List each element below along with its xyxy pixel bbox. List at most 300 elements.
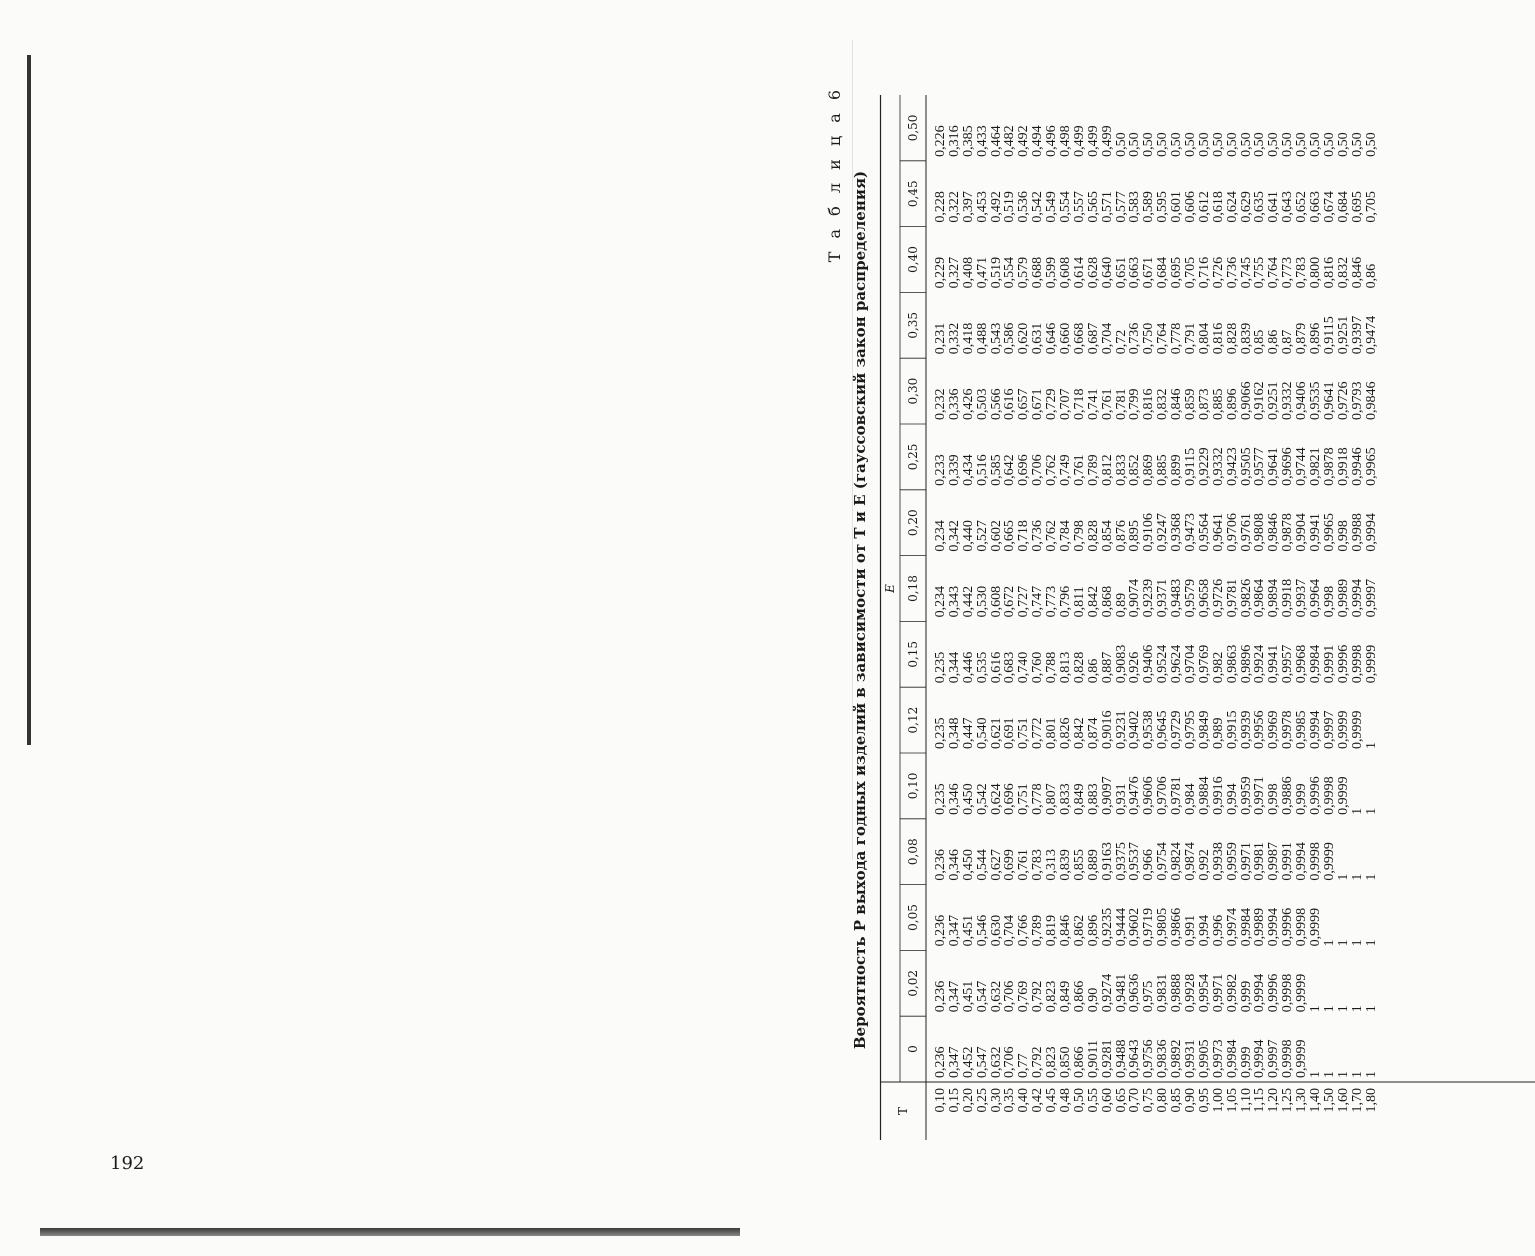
table-cell: 0,9964: [1308, 578, 1324, 618]
table-cell: 0,804: [1196, 322, 1212, 355]
table-cell: 0,813: [1058, 651, 1074, 684]
table-cell: 0,885: [1155, 454, 1171, 486]
table-cell: 1: [1363, 1005, 1379, 1013]
table-cell: 0,9999: [1363, 644, 1379, 684]
table-cell: 0,385: [960, 125, 976, 157]
table-cell: 0,9274: [1099, 973, 1115, 1013]
table-cell: 0,9481: [1113, 973, 1129, 1013]
table-cell: 0,9938: [1210, 842, 1226, 881]
table-cell: 0,696: [1002, 783, 1018, 815]
table-cell: 0,773: [1280, 256, 1296, 289]
table-cell: 0,344: [946, 651, 962, 684]
table-cell: 0,846: [1349, 256, 1365, 289]
table-cell: 0,488: [974, 322, 990, 355]
table-cell: 0,599: [1044, 256, 1060, 289]
table-cell: 0,236: [933, 849, 948, 881]
table-cell: 1: [1363, 939, 1379, 947]
table-cell: 0,849: [1058, 980, 1074, 1013]
table-cell: 0,684: [1155, 256, 1171, 289]
table-cell: 0,589: [1141, 191, 1157, 223]
table-cell: 0,9505: [1238, 447, 1254, 486]
table-cell: 0,9939: [1238, 710, 1254, 749]
table-cell: 0,705: [1183, 256, 1199, 289]
table-cell: 0,896: [1224, 388, 1240, 420]
table-cell: 0,547: [974, 980, 990, 1013]
table-cell: 0,751: [1016, 783, 1032, 815]
header-e-value: 0,12: [906, 706, 920, 734]
table-cell: 0,464: [988, 125, 1004, 157]
table-cell: 0,9994: [1308, 710, 1324, 749]
table-cell: 0,236: [933, 980, 948, 1013]
table-cell: 0,716: [1196, 256, 1212, 289]
table-cell: 0,828: [1085, 520, 1101, 552]
table-cell: 0,9974: [1224, 907, 1240, 947]
table-cell: 0,450: [960, 783, 976, 815]
table-cell: 0,663: [1308, 191, 1324, 223]
value-column: [926, 687, 1535, 753]
table-cell: 0,9397: [1349, 315, 1365, 355]
table-cell: 0,9564: [1196, 513, 1212, 552]
table-cell: 0,9846: [1266, 513, 1282, 552]
table-cell: 0,992: [1196, 849, 1212, 881]
table-cell: 0,9706: [1224, 513, 1240, 552]
table-cell: 0,516: [974, 454, 990, 486]
table-cell: 0,9918: [1335, 447, 1351, 486]
table-cell: 0,801: [1044, 717, 1060, 749]
table-cell: 0,9538: [1141, 710, 1157, 749]
table-cell: 0,9999: [1335, 776, 1351, 815]
table-cell: 0,9706: [1155, 776, 1171, 815]
table-cell: 0,9989: [1252, 907, 1268, 947]
table-cell: 0,799: [1127, 388, 1143, 420]
t-value: 0,15: [946, 1088, 962, 1113]
table-cell: 0,50: [1224, 132, 1240, 157]
table-cell: 0,651: [1113, 256, 1129, 289]
table-cell: 0,760: [1030, 651, 1046, 684]
table-cell: 0,9864: [1252, 578, 1268, 618]
header-e-value: 0,50: [906, 114, 920, 142]
table-cell: 0,9968: [1294, 644, 1310, 684]
table-cell: 0,657: [1016, 388, 1032, 420]
table-cell: 0,343: [946, 585, 962, 618]
table-cell: 0,527: [974, 520, 990, 552]
table-cell: 0,9994: [1349, 578, 1365, 618]
table-cell: 0,347: [946, 1046, 962, 1078]
table-cell: 0,50: [1321, 132, 1337, 157]
t-value: 0,70: [1127, 1088, 1143, 1113]
table-cell: 0,828: [1071, 651, 1087, 684]
table-cell: 0,9928: [1183, 973, 1199, 1013]
table-cell: 0,9988: [1349, 513, 1365, 552]
table-cell: 0,796: [1058, 585, 1074, 618]
table-cell: 0,706: [1002, 980, 1018, 1013]
table-cell: 0,336: [946, 388, 962, 420]
table-cell: 0,50: [1155, 132, 1171, 157]
table-cell: 0,332: [946, 322, 962, 355]
table-cell: 0,9996: [1280, 907, 1296, 947]
t-value: 0,48: [1058, 1088, 1074, 1113]
table-cell: 0,826: [1058, 717, 1074, 749]
table-cell: 0,86: [1266, 329, 1282, 355]
table-cell: 0,9162: [1252, 381, 1268, 420]
table-cell: 0,620: [1016, 322, 1032, 355]
table-cell: 0,9999: [1294, 973, 1310, 1013]
table-cell: 0,9884: [1196, 776, 1212, 815]
table-cell: 0,819: [1044, 914, 1060, 947]
table-cell: 1: [1349, 807, 1365, 815]
table-cell: 0,823: [1044, 1046, 1060, 1078]
table-cell: 0,854: [1099, 520, 1115, 552]
table-cell: 0,9878: [1321, 447, 1337, 486]
table-cell: 0,883: [1085, 783, 1101, 815]
table-cell: 0,741: [1085, 388, 1101, 420]
table-cell: 0,668: [1071, 322, 1087, 355]
table-cell: 0,543: [988, 322, 1004, 355]
table-cell: 0,839: [1238, 322, 1254, 355]
header-e: E: [883, 584, 897, 593]
table-cell: 0,418: [960, 322, 976, 355]
table-cell: 0,718: [1071, 388, 1087, 420]
table-cell: 0,9537: [1127, 842, 1143, 881]
table-cell: 0,641: [1266, 191, 1282, 223]
table-cell: 0,9849: [1196, 710, 1212, 749]
t-value: 0,35: [1002, 1088, 1018, 1113]
table-cell: 0,729: [1044, 388, 1060, 420]
table-cell: 0,999: [1238, 1046, 1254, 1078]
table-cell: 0,9973: [1210, 1039, 1226, 1078]
table-cell: 0,9905: [1196, 1039, 1212, 1078]
table-cell: 0,347: [946, 914, 962, 947]
table-cell: 0,9863: [1224, 644, 1240, 684]
table-cell: 0,519: [1002, 191, 1018, 223]
table-cell: 0,966: [1141, 849, 1157, 881]
table-cell: 0,852: [1127, 454, 1143, 486]
header-e-value: 0,02: [906, 969, 920, 997]
value-column: [926, 95, 1535, 161]
table-cell: 0,346: [946, 783, 962, 815]
t-value: 1,10: [1238, 1088, 1254, 1113]
t-value: 1,25: [1280, 1088, 1296, 1113]
value-column: [926, 424, 1535, 490]
table-cell: 0,624: [988, 783, 1004, 815]
table-cell: 0,750: [1141, 322, 1157, 355]
header-e-value: 0,45: [906, 180, 920, 208]
table-cell: 0,778: [1169, 322, 1185, 355]
table-cell: 0,9998: [1308, 842, 1324, 881]
table-cell: 0,50: [1349, 132, 1365, 157]
table-cell: 0,879: [1294, 322, 1310, 355]
table-cell: 0,632: [988, 1046, 1004, 1078]
table-cell: 0,850: [1058, 1046, 1074, 1078]
table-cell: 0,549: [1044, 191, 1060, 223]
table-cell: 0,9826: [1238, 578, 1254, 618]
table-cell: 0,727: [1016, 585, 1032, 618]
table-cell: 0,885: [1210, 388, 1226, 420]
table-cell: 0,9371: [1155, 578, 1171, 618]
table-cell: 0,232: [933, 388, 948, 420]
table-cell: 0,433: [974, 125, 990, 157]
table-cell: 0,816: [1141, 388, 1157, 420]
table-cell: 0,451: [960, 914, 976, 947]
table-cell: 0,9918: [1280, 578, 1296, 618]
table-cell: 0,554: [1002, 256, 1018, 289]
table-cell: 0,9886: [1280, 776, 1296, 815]
table-cell: 0,316: [946, 125, 962, 157]
value-column: [926, 556, 1535, 622]
header-e-value: 0,35: [906, 311, 920, 339]
table-cell: 0,50: [1113, 132, 1129, 157]
table-cell: 0,9997: [1321, 710, 1337, 749]
t-value: 0,50: [1071, 1088, 1087, 1113]
table-cell: 0,899: [1169, 454, 1185, 486]
table-cell: 0,557: [1071, 191, 1087, 223]
table-cell: 0,9097: [1099, 776, 1115, 815]
table-cell: 0,9965: [1321, 513, 1337, 552]
header-e-value: 0,30: [906, 377, 920, 405]
table-cell: 0,994: [1196, 914, 1212, 947]
table-cell: 0,519: [988, 256, 1004, 289]
table-cell: 0,842: [1071, 717, 1087, 749]
table-cell: 0,434: [960, 454, 976, 486]
t-value: 1,40: [1308, 1088, 1324, 1113]
table-cell: 0,9994: [1363, 513, 1379, 552]
header-e-value: 0,18: [906, 575, 920, 602]
table-cell: 0,9247: [1155, 513, 1171, 552]
table-cell: 0,9761: [1238, 513, 1254, 552]
table-cell: 0,235: [933, 783, 948, 815]
table-cell: 1: [1335, 939, 1351, 947]
table-cell: 0,9011: [1085, 1040, 1101, 1078]
table-cell: 0,789: [1030, 914, 1046, 947]
table-cell: 0,9984: [1224, 1039, 1240, 1078]
table-cell: 0,9998: [1294, 907, 1310, 947]
header-e-value: 0,40: [906, 246, 920, 273]
table-cell: 0,601: [1169, 191, 1185, 223]
table-cell: 0,579: [1016, 256, 1032, 289]
table-cell: 0,9423: [1224, 447, 1240, 486]
table-cell: 0,9831: [1155, 973, 1171, 1013]
table-cell: 0,9981: [1252, 842, 1268, 881]
table-cell: 0,9982: [1224, 973, 1240, 1013]
table-cell: 0,876: [1113, 520, 1129, 552]
table-cell: 0,772: [1030, 717, 1046, 749]
table-cell: 0,671: [1030, 388, 1046, 420]
table-cell: 0,602: [988, 520, 1004, 552]
table-cell: 0,846: [1169, 388, 1185, 420]
table-cell: 0,755: [1252, 256, 1268, 289]
t-value: 0,30: [988, 1088, 1004, 1113]
table-cell: 0,869: [1141, 454, 1157, 486]
table-cell: 0,996: [1210, 914, 1226, 947]
table-cell: 0,9636: [1127, 973, 1143, 1013]
table-cell: 0,9999: [1349, 710, 1365, 749]
table-cell: 0,9999: [1335, 710, 1351, 749]
t-value: 1,20: [1266, 1088, 1282, 1113]
table-cell: 0,235: [933, 717, 948, 749]
table-cell: 0,9704: [1183, 644, 1199, 684]
table-cell: 0,499: [1085, 125, 1101, 157]
table-cell: 0,616: [988, 651, 1004, 684]
table-cell: 0,991: [1183, 914, 1199, 947]
table-cell: 0,707: [1058, 388, 1074, 420]
table-cell: 0,9406: [1141, 644, 1157, 684]
table-cell: 0,9924: [1252, 644, 1268, 684]
table-cell: 0,9994: [1252, 1039, 1268, 1078]
table-cell: 0,627: [988, 849, 1004, 881]
table-cell: 0,874: [1085, 717, 1101, 749]
table-cell: 0,503: [974, 388, 990, 420]
table-cell: 0,9719: [1141, 907, 1157, 947]
value-column: [926, 227, 1535, 293]
table-cell: 0,9954: [1196, 973, 1212, 1013]
table-cell: 0,9998: [1280, 973, 1296, 1013]
table-cell: 0,571: [1099, 191, 1115, 223]
table-cell: 0,695: [1169, 256, 1185, 289]
table-cell: 0,9984: [1308, 644, 1324, 684]
table-cell: 0,9971: [1210, 973, 1226, 1013]
table-cell: 0,695: [1349, 191, 1365, 223]
table-cell: 0,833: [1113, 454, 1129, 486]
table-cell: 0,9915: [1224, 710, 1240, 749]
table-cell: 0,499: [1099, 125, 1115, 157]
table-cell: 0,816: [1321, 256, 1337, 289]
table-cell: 0,9066: [1238, 381, 1254, 420]
table-cell: 0,846: [1058, 914, 1074, 947]
table-cell: 1: [1349, 1071, 1365, 1078]
table-cell: 0,9836: [1155, 1039, 1171, 1078]
table-cell: 0,231: [933, 322, 948, 355]
t-values-column: [926, 1082, 1535, 1140]
t-value: 1,50: [1321, 1088, 1337, 1113]
t-value: 0,42: [1030, 1088, 1046, 1113]
table-cell: 0,86: [1085, 658, 1101, 684]
table-cell: 0,9916: [1210, 776, 1226, 815]
table-cell: 0,832: [1335, 256, 1351, 289]
table-cell: 0,740: [1016, 651, 1032, 684]
table-cell: 0,762: [1044, 520, 1060, 552]
table-cell: 0,452: [960, 1046, 976, 1078]
t-value: 0,80: [1155, 1088, 1171, 1113]
table-cell: 0,998: [1321, 585, 1337, 618]
table-cell: 0,691: [1002, 717, 1018, 749]
table-cell: 0,50: [1238, 132, 1254, 157]
table-cell: 0,9577: [1252, 447, 1268, 486]
table-cell: 0,451: [960, 980, 976, 1013]
table-cell: 0,322: [946, 191, 962, 223]
table-cell: 0,9846: [1363, 381, 1379, 420]
table-cell: 0,72: [1113, 329, 1129, 355]
table-cell: 0,9606: [1141, 776, 1157, 815]
table-cell: 0,718: [1016, 520, 1032, 552]
table-cell: 0,9332: [1280, 381, 1296, 420]
t-value: 0,65: [1113, 1088, 1129, 1113]
t-value: 0,45: [1044, 1088, 1060, 1113]
table-cell: 0,9726: [1210, 578, 1226, 618]
table-cell: 0,606: [1183, 191, 1199, 223]
table-cell: 0,9994: [1294, 842, 1310, 881]
value-column: [926, 292, 1535, 358]
t-value: 0,40: [1016, 1088, 1032, 1113]
t-value: 1,15: [1252, 1088, 1268, 1113]
table-cell: 0,9115: [1321, 316, 1337, 355]
table-cell: 0,9281: [1099, 1039, 1115, 1078]
table-cell: 0,926: [1127, 651, 1143, 684]
table-cell: 0,566: [988, 388, 1004, 420]
table-cell: 0,540: [974, 717, 990, 749]
table-cell: 0,9474: [1363, 315, 1379, 355]
table-cell: 0,9602: [1127, 907, 1143, 947]
table-cell: 0,9971: [1252, 776, 1268, 815]
table-cell: 0,9821: [1308, 447, 1324, 486]
table-cell: 0,984: [1183, 783, 1199, 815]
table-cell: 0,50: [1127, 132, 1143, 157]
table-cell: 1: [1349, 873, 1365, 881]
table-cell: 0,798: [1071, 520, 1087, 552]
table-cell: 0,446: [960, 651, 976, 684]
table-cell: 0,9892: [1169, 1039, 1185, 1078]
table-cell: 0,982: [1210, 651, 1226, 684]
table-cell: 0,496: [1044, 125, 1060, 157]
table-cell: 0,9754: [1155, 842, 1171, 881]
table-cell: 0,228: [933, 191, 948, 223]
table-cell: 0,762: [1044, 454, 1060, 486]
table-cell: 0,9793: [1349, 381, 1365, 420]
table-cell: 0,9896: [1238, 644, 1254, 684]
table-cell: 0,766: [1016, 914, 1032, 947]
table-cell: 0,616: [1002, 388, 1018, 420]
table-cell: 0,745: [1238, 256, 1254, 289]
t-value: 0,10: [933, 1088, 948, 1113]
table-cell: 0,998: [1335, 520, 1351, 552]
table-cell: 0,612: [1196, 191, 1212, 223]
table-cell: 0,9535: [1308, 381, 1324, 420]
table-cell: 0,807: [1044, 783, 1060, 815]
table-cell: 0,9744: [1294, 447, 1310, 486]
table-cell: 0,749: [1058, 454, 1074, 486]
table-cell: 0,9996: [1266, 973, 1282, 1013]
table-cell: 0,9904: [1294, 513, 1310, 552]
table-cell: 0,705: [1363, 191, 1379, 223]
table-cell: 0,994: [1224, 783, 1240, 815]
table-cell: 0,975: [1141, 980, 1157, 1013]
binding-edge: [27, 55, 31, 745]
table-cell: 0,866: [1071, 1046, 1087, 1078]
table-cell: 0,761: [1099, 388, 1115, 420]
table-cell: 0,832: [1155, 388, 1171, 420]
table-cell: 0,50: [1169, 132, 1185, 157]
table-label: Т а б л и ц а 6: [825, 86, 844, 263]
table-cell: 0,792: [1030, 980, 1046, 1013]
table-cell: 0,229: [933, 256, 948, 289]
table-cell: 0,9998: [1280, 1039, 1296, 1078]
table-cell: 0,608: [988, 585, 1004, 618]
table-cell: 0,839: [1058, 849, 1074, 881]
table-cell: 0,9996: [1308, 776, 1324, 815]
table-cell: 0,747: [1030, 585, 1046, 618]
table-title: Вероятность P выхода годных изделий в зависимости от T и E (гауссовский закон распределения): [851, 170, 869, 1050]
table-cell: 0,9769: [1196, 644, 1212, 684]
table-cell: 0,9239: [1141, 578, 1157, 618]
table-cell: 0,781: [1113, 388, 1129, 420]
table-cell: 0,50: [1196, 132, 1212, 157]
table-cell: 0,233: [933, 454, 948, 486]
table-cell: 0,9643: [1127, 1039, 1143, 1078]
table-cell: 0,9931: [1183, 1039, 1199, 1078]
table-body: [880, 95, 1535, 1140]
table-cell: 0,704: [1099, 322, 1115, 355]
table-cell: 0,9641: [1210, 513, 1226, 552]
table-cell: 0,346: [946, 849, 962, 881]
